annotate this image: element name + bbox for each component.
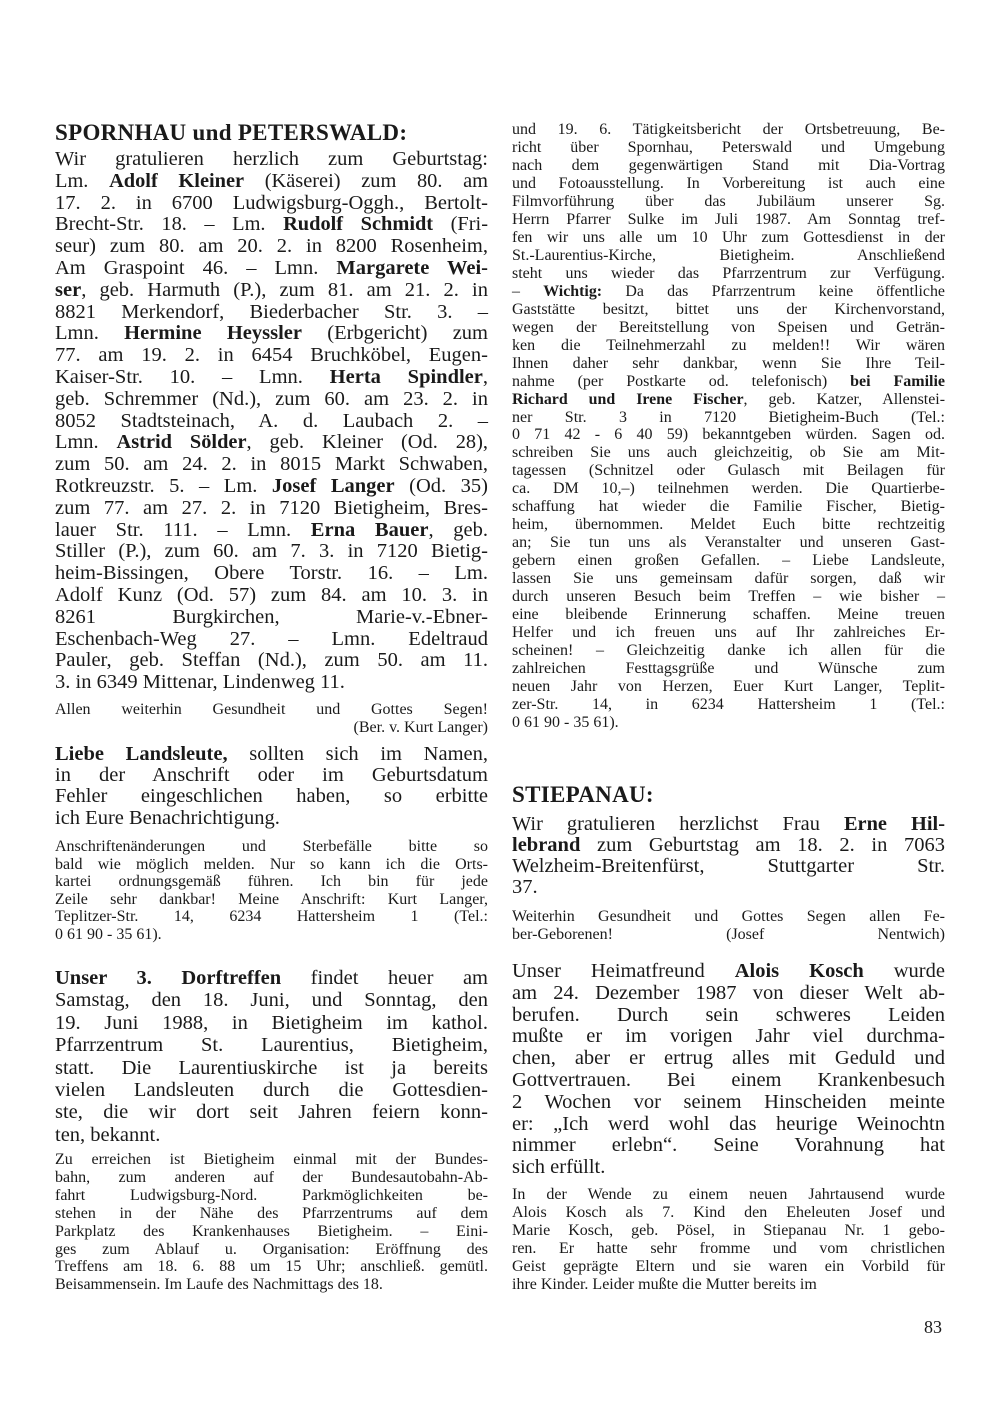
text-line <box>512 1048 945 1070</box>
text-line <box>512 121 945 139</box>
line-text: tagessen (Schnitzel oder Gulasch mit Beilagen für <box>512 462 945 480</box>
text-line <box>55 345 488 367</box>
text-line <box>55 786 488 807</box>
text-line <box>512 391 945 409</box>
text-line <box>55 214 488 236</box>
line-text: ten, bekannt. <box>55 1123 161 1146</box>
text-line <box>55 1187 488 1205</box>
meeting-details-paragraph-dorftreffen-details <box>55 1151 488 1294</box>
text-line <box>55 873 488 891</box>
text-segment: Wir gratulieren herzlichst Frau <box>512 813 844 835</box>
text-line <box>512 570 945 588</box>
bold-name: Unser 3. Dorftreffen <box>55 967 282 989</box>
text-segment: , geb. <box>428 518 488 541</box>
text-line <box>55 1012 488 1034</box>
line-text: fahrt Ludwigsburg-Nord. Parkmöglichkeiten be- <box>55 1186 488 1204</box>
line-text: 8821 Merkendorf, Biederbacher Str. 3. – <box>55 300 488 323</box>
bold-name: Erna Bauer <box>310 518 429 541</box>
text-line <box>512 480 945 498</box>
line-text: St.-Laurentius-Kirche, Bietigheim. Anschließend <box>512 246 945 264</box>
line-text: schaffung hat wieder die Familie Fischer, Bietig- <box>512 498 945 516</box>
section-heading-stiepanau-heading <box>512 782 945 808</box>
bold-name: Astrid Sölder <box>116 431 247 454</box>
line-text: Zu erreichen ist Bietigheim einmal mit der Bundes- <box>55 1151 488 1168</box>
text-line <box>512 193 945 211</box>
text-segment: ber-Geborenen! <box>512 926 613 943</box>
line-text: Parkplatz des Krankenhauses Bietigheim. – Eini- <box>55 1222 488 1240</box>
line-text: zum 77. am 27. 2. in 7120 Bietigheim, Bres- <box>55 496 488 519</box>
text-segment: Brecht-Str. 18. – Lm. <box>55 213 284 236</box>
line-text: und 19. 6. Tätigkeitsbericht der Ortsbetreuung, Be- <box>512 121 945 138</box>
line-text: Geist geprägte Eltern und sie waren ein Vorbild für <box>512 1258 945 1275</box>
text-segment: , geb. Kleiner (Od. 28), <box>246 431 488 454</box>
text-line <box>55 520 488 542</box>
line-text: Adolf Kunz (Od. 57) zum 84. am 10. 3. in <box>55 583 488 606</box>
line-text: Pfarrzentrum St. Laurentius, Bietigheim, <box>55 1034 488 1057</box>
text-line <box>55 808 488 829</box>
line-text: ste, die wir dort seit Jahren feiern konn- <box>55 1101 488 1124</box>
section-heading-spornhau-heading <box>55 120 488 146</box>
text-line <box>55 302 488 324</box>
text-line <box>512 1186 945 1204</box>
text-segment: Lm. <box>55 169 110 192</box>
line-text: Wir gratulieren herzlich zum Geburtstag: <box>55 148 488 170</box>
line-text: Herrn Pfarrer Sulke im Juli 1987. Am Sonntag tref- <box>512 210 945 228</box>
line-text: nach dem gegenwärtigen Stand mit Dia-Vortrag <box>512 156 945 174</box>
text-line <box>55 765 488 786</box>
text-segment: (Od. 35) <box>394 474 488 497</box>
text-line <box>55 838 488 856</box>
text-line <box>512 247 945 265</box>
text-line <box>512 373 945 391</box>
line-text: richt über Spornhau, Peterswald und Umgebung <box>512 138 945 156</box>
line-text: schreiben Sie uns auch gleichzeitig, ob Sie am Mit- <box>512 444 945 462</box>
bold-name: Liebe Landsleute, <box>55 743 228 765</box>
text-line <box>512 1026 945 1048</box>
text-line <box>55 1169 488 1187</box>
line-text: 8052 Stadtsteinach, A. d. Laubach 2. – <box>55 409 488 432</box>
text-line <box>55 171 488 193</box>
text-segment: , geb. Katzer, Allenstei- <box>743 390 945 408</box>
text-segment: Rotkreuzstr. 5. – Lm. <box>55 474 272 497</box>
line-text: Filmvorführung über das Jubiläum unserer Sg. <box>512 192 945 210</box>
text-segment <box>613 926 726 943</box>
text-line <box>55 149 488 171</box>
text-segment: Am Graspoint 46. – Lmn. <box>55 256 337 279</box>
line-text: Helfer und ich freuen uns auf Ihr zahlreiches Er- <box>512 624 945 642</box>
text-line <box>512 1276 945 1294</box>
text-segment: zum Geburtstag am 18. 2. in 7063 <box>580 834 945 856</box>
line-text: gebern einen großen Gefallen. – Liebe Landsleute, <box>512 552 945 570</box>
line-text: berufen. Durch sein schweres Leiden <box>512 1003 945 1026</box>
notice-paragraph-liebe-landsleute <box>55 744 488 829</box>
text-line <box>512 1092 945 1114</box>
line-text: stehen in der Nähe des Pfarrzentrums auf dem <box>55 1204 488 1222</box>
bold-name: Rudolf Schmidt <box>283 213 434 236</box>
text-line <box>55 989 488 1011</box>
line-text: zer-Str. 14, in 6234 Hattersheim 1 (Tel.: <box>512 696 945 713</box>
text-line <box>55 120 488 146</box>
text-line <box>55 1241 488 1259</box>
text-line <box>512 516 945 534</box>
bold-name: Josef Langer <box>271 474 395 497</box>
text-line <box>55 1151 488 1169</box>
text-line <box>55 323 488 345</box>
text-line <box>512 1005 945 1027</box>
text-line <box>55 1205 488 1223</box>
text-line <box>512 1157 945 1179</box>
text-line <box>512 1240 945 1258</box>
text-line <box>55 476 488 498</box>
text-segment: Unser Heimatfreund <box>512 960 735 982</box>
text-line <box>55 926 488 944</box>
text-line <box>55 1034 488 1056</box>
text-segment: (Fri- <box>433 213 488 236</box>
line-text: chen, aber er ertrug alles mit Geduld und <box>512 1047 945 1070</box>
meeting-details-continued-dorftreffen-continued <box>512 121 945 732</box>
line-text: an; Sie tun uns als Veranstalter und unseren Gast- <box>512 534 945 552</box>
village-meeting-paragraph-dorftreffen <box>55 967 488 1146</box>
line-text: Alois Kosch als 7. Kind den Eheleuten Josef und <box>512 1204 945 1221</box>
line-text: sich erfüllt. <box>512 1156 606 1179</box>
line-text: scheinen! – Gleichzeitig danke ich allen für die <box>512 642 945 660</box>
text-segment: Lmn. <box>55 322 125 345</box>
text-line <box>512 926 945 944</box>
line-text: 0 61 90 - 35 61). <box>55 925 162 943</box>
line-text: nimmer erlebn“. Seine Vorahnung hat <box>512 1134 945 1157</box>
text-line <box>55 585 488 607</box>
text-segment: wurde <box>863 960 945 982</box>
text-line <box>512 319 945 337</box>
line-text: geb. Schremmer (Nd.), zum 60. am 23. 2. in <box>55 387 488 410</box>
text-line <box>55 891 488 909</box>
text-segment: findet heuer am <box>281 967 488 989</box>
text-line <box>55 367 488 389</box>
line-text: Zeile sehr dankbar! Meine Anschrift: Kurt Langer, <box>55 890 488 908</box>
text-line <box>55 650 488 672</box>
line-text: 8261 Burgkirchen, Marie-v.-Ebner- <box>55 605 488 628</box>
text-line <box>512 283 945 301</box>
line-text: statt. Die Laurentiuskirche ist ja bereits <box>55 1056 488 1079</box>
text-line <box>512 157 945 175</box>
text-line <box>55 432 488 454</box>
line-text: steht uns wieder das Pfarrzentrum zur Verfügung. <box>512 264 945 282</box>
line-text: ner Str. 3 in 7120 Bietigheim-Buch (Tel.: <box>512 408 945 426</box>
line-text: SPORNHAU und PETERSWALD: <box>55 120 408 145</box>
line-text: ken die Teilnehmerzahl zu melden!! Wir wären <box>512 336 945 354</box>
line-text: kartei ordnungsgemäß führen. Ich bin für jede <box>55 873 488 891</box>
text-line <box>512 1204 945 1222</box>
text-segment: sollten sich im Namen, <box>227 743 488 765</box>
bold-name: ser <box>55 278 82 301</box>
text-line <box>512 534 945 552</box>
line-text: vielen Landsleuten durch die Gottesdien- <box>55 1079 488 1102</box>
line-text: Gaststätte besitzt, bittet uns der Kirchenvorstand, <box>512 300 945 318</box>
obituary-paragraph-alois-kosch <box>512 961 945 1179</box>
line-text: mußte er im vorigen Jahr viel durchma- <box>512 1025 945 1048</box>
text-segment: (Josef Nentwich) <box>726 926 945 943</box>
closing-wishes-stiepanau-wishes <box>512 908 945 944</box>
bold-name: Herta Spindler <box>329 365 483 388</box>
address-change-note-address-changes <box>55 838 488 944</box>
line-text: lassen Sie uns gemeinsam dafür sorgen, daß wir <box>512 570 945 588</box>
text-line <box>512 265 945 283</box>
text-line <box>55 498 488 520</box>
text-line <box>512 301 945 319</box>
line-text: Allen weiterhin Gesundheit und Gottes Segen! <box>55 701 488 718</box>
line-text: 17. 2. in 6700 Ludwigsburg-Oggh., Bertolt- <box>55 191 488 214</box>
text-line <box>55 563 488 585</box>
text-line <box>55 908 488 926</box>
line-text: STIEPANAU: <box>512 782 654 807</box>
line-text: wegen der Bereitstellung von Speisen und Geträn- <box>512 318 945 336</box>
line-text: ich Eure Benachrichtigung. <box>55 806 280 829</box>
text-line <box>512 1114 945 1136</box>
text-line <box>512 983 945 1005</box>
text-line <box>55 744 488 765</box>
line-text: Gottvertrauen. Bei einem Krankenbesuch <box>512 1068 945 1091</box>
text-line <box>512 1070 945 1092</box>
line-text: bahn, zum anderen auf der Bundesautobahn-Ab- <box>55 1168 488 1186</box>
bold-name: Hermine Heyssler <box>124 322 302 345</box>
text-line <box>55 1101 488 1123</box>
line-text: zum 50. am 24. 2. in 8015 Markt Schwaben, <box>55 453 488 476</box>
text-segment: Lmn. <box>55 431 117 454</box>
text-line <box>55 1124 488 1146</box>
text-line <box>512 714 945 732</box>
text-segment: nahme (per Postkarte od. telefonisch) <box>512 372 851 390</box>
text-line <box>512 678 945 696</box>
line-text: Marie Kosch, geb. Pösel, in Stiepanau Nr. 1 gebo- <box>512 1222 945 1239</box>
text-segment: (Erbgericht) zum <box>301 322 488 345</box>
text-segment: Da das Pfarrzentrum keine öffentliche <box>602 282 945 300</box>
line-text: eine bleibende Erinnerung schaffen. Meine treuen <box>512 606 945 624</box>
text-line <box>512 462 945 480</box>
line-text: ihre Kinder. Leider mußte die Mutter bereits im <box>512 1276 817 1293</box>
text-segment: , <box>482 365 488 388</box>
text-line <box>55 258 488 280</box>
closing-wishes-spornhau-wishes <box>55 701 488 737</box>
line-text: 3. in 6349 Mittenar, Lindenweg 11. <box>55 671 345 694</box>
line-text: durch unseren Besuch beim Treffen – wie bisher – <box>512 588 945 606</box>
bold-name: bei Familie <box>850 372 945 390</box>
line-text: heim-Bissingen, Obere Torstr. 16. – Lm. <box>55 562 488 585</box>
line-text: Pauler, geb. Steffan (Nd.), zum 50. am 11. <box>55 649 488 672</box>
text-line <box>55 389 488 411</box>
line-text: Fehler eingeschlichen haben, so erbitte <box>55 785 488 808</box>
text-line <box>512 606 945 624</box>
text-line <box>512 660 945 678</box>
text-line <box>55 1276 488 1294</box>
text-segment: , geb. Harmuth (P.), zum 81. am 21. 2. in <box>81 278 488 301</box>
text-line <box>55 541 488 563</box>
text-line <box>55 607 488 629</box>
text-line <box>512 409 945 427</box>
text-line <box>55 672 488 694</box>
text-line <box>512 426 945 444</box>
text-line <box>512 229 945 247</box>
text-line <box>512 175 945 193</box>
text-segment: – <box>512 282 544 300</box>
text-line <box>55 1258 488 1276</box>
text-line <box>55 967 488 989</box>
text-line <box>512 1222 945 1240</box>
line-text: Anschriftenänderungen und Sterbefälle bitte so <box>55 838 488 855</box>
line-text: (Ber. v. Kurt Langer) <box>353 719 488 736</box>
line-text: 37. <box>512 876 538 898</box>
line-text: Welzheim-Breitenfürst, Stuttgarter Str. <box>512 855 945 877</box>
birthday-list-paragraph-spornhau-birthdays <box>55 149 488 694</box>
line-text: In der Wende zu einem neuen Jahrtausend wurde <box>512 1186 945 1203</box>
text-line <box>55 193 488 215</box>
bold-name: lebrand <box>512 834 581 856</box>
text-line <box>55 1057 488 1079</box>
line-text: Teplitzer-Str. 14, 6234 Hattersheim 1 (Tel.: <box>55 908 488 926</box>
bold-name: Erne Hil- <box>843 813 946 835</box>
bold-name: Wichtig: <box>543 282 603 300</box>
text-line <box>512 355 945 373</box>
text-line <box>512 696 945 714</box>
text-line <box>512 337 945 355</box>
text-line <box>512 961 945 983</box>
line-text: 19. Juni 1988, in Bietigheim im kathol. <box>55 1011 488 1034</box>
line-text: seur) zum 80. am 20. 2. in 8200 Rosenheim, <box>55 235 488 258</box>
line-text: 0 71 42 - 6 40 59) bekanntgeben würden. Sagen od. <box>512 426 945 444</box>
line-text: Ihnen daher sehr dankbar, wenn Sie Ihre Teil- <box>512 354 945 372</box>
text-line <box>512 908 945 926</box>
line-text: er: „Ich werd wohl das heurige Weinochtn <box>512 1112 945 1135</box>
line-text: ren. Er hatte sehr fromme und vom christlichen <box>512 1240 945 1257</box>
text-line <box>55 629 488 651</box>
text-line <box>512 782 945 808</box>
text-line <box>512 139 945 157</box>
line-text: 77. am 19. 2. in 6454 Bruchköbel, Eugen- <box>55 344 488 367</box>
line-text: Stiller (P.), zum 60. am 7. 3. in 7120 Bietig- <box>55 540 488 563</box>
text-line <box>512 877 945 898</box>
line-text: Eschenbach-Weg 27. – Lmn. Edeltraud <box>55 627 488 650</box>
text-line <box>55 719 488 737</box>
line-text: 2 Wochen vor seinem Hinscheiden meinte <box>512 1090 945 1113</box>
line-text: heim, übernommen. Meldet Euch bitte rechtzeitig <box>512 516 945 534</box>
text-line <box>512 498 945 516</box>
text-line <box>512 444 945 462</box>
text-segment: (Käserei) zum 80. am <box>244 169 489 192</box>
text-line <box>512 588 945 606</box>
line-text: und Fotoausstellung. In Vorbereitung ist auch eine <box>512 174 945 192</box>
line-text: Treffens am 18. 6. 88 um 15 Uhr; anschließ. gemütl. <box>55 1258 488 1276</box>
text-line <box>55 701 488 719</box>
text-line <box>512 814 945 835</box>
text-line <box>55 856 488 874</box>
text-line <box>55 280 488 302</box>
text-line <box>512 856 945 877</box>
text-line <box>512 835 945 856</box>
text-line <box>55 454 488 476</box>
bold-name: Margarete Wei- <box>336 256 488 279</box>
text-line <box>512 642 945 660</box>
line-text: neuen Jahr von Herzen, Euer Kurt Langer, Teplit- <box>512 678 945 696</box>
text-segment: Kaiser-Str. 10. – Lmn. <box>55 365 330 388</box>
line-text: ca. DM 10,–) teilnehmen werden. Die Quartierbe- <box>512 480 945 498</box>
biography-paragraph-alois-kosch-biography <box>512 1186 945 1294</box>
birthday-paragraph-stiepanau-birthday <box>512 814 945 898</box>
line-text: am 24. Dezember 1987 von dieser Welt ab- <box>512 981 945 1004</box>
text-segment: lauer Str. 111. – Lmn. <box>55 518 311 541</box>
line-text: ges zum Ablauf u. Organisation: Eröffnung des <box>55 1240 488 1258</box>
line-text: fen wir uns alle um 10 Uhr zum Gottesdienst in der <box>512 228 945 246</box>
line-text: Beisammensein. Im Laufe des Nachmittags des 18. <box>55 1276 383 1294</box>
line-text: bald wie möglich melden. Nur so kann ich die Orts- <box>55 855 488 873</box>
line-text: Samstag, den 18. Juni, und Sonntag, den <box>55 989 488 1012</box>
line-text: 0 61 90 - 35 61). <box>512 713 619 731</box>
text-line <box>55 1223 488 1241</box>
bold-name: Alois Kosch <box>734 960 864 982</box>
text-line <box>512 211 945 229</box>
text-line <box>512 624 945 642</box>
text-line <box>512 1135 945 1157</box>
text-line <box>55 1079 488 1101</box>
text-line <box>512 552 945 570</box>
page-number: 83 <box>924 1317 942 1337</box>
bold-name: Adolf Kleiner <box>109 169 245 192</box>
text-line <box>512 1258 945 1276</box>
line-text: zahlreichen Festtagsgrüße und Wünsche zum <box>512 660 945 678</box>
line-text: in der Anschrift oder im Geburtsdatum <box>55 764 488 787</box>
line-text: Weiterhin Gesundheit und Gottes Segen allen Fe- <box>512 908 945 925</box>
bold-name: Richard und Irene Fischer <box>512 390 744 408</box>
text-line <box>55 411 488 433</box>
text-line <box>55 236 488 258</box>
